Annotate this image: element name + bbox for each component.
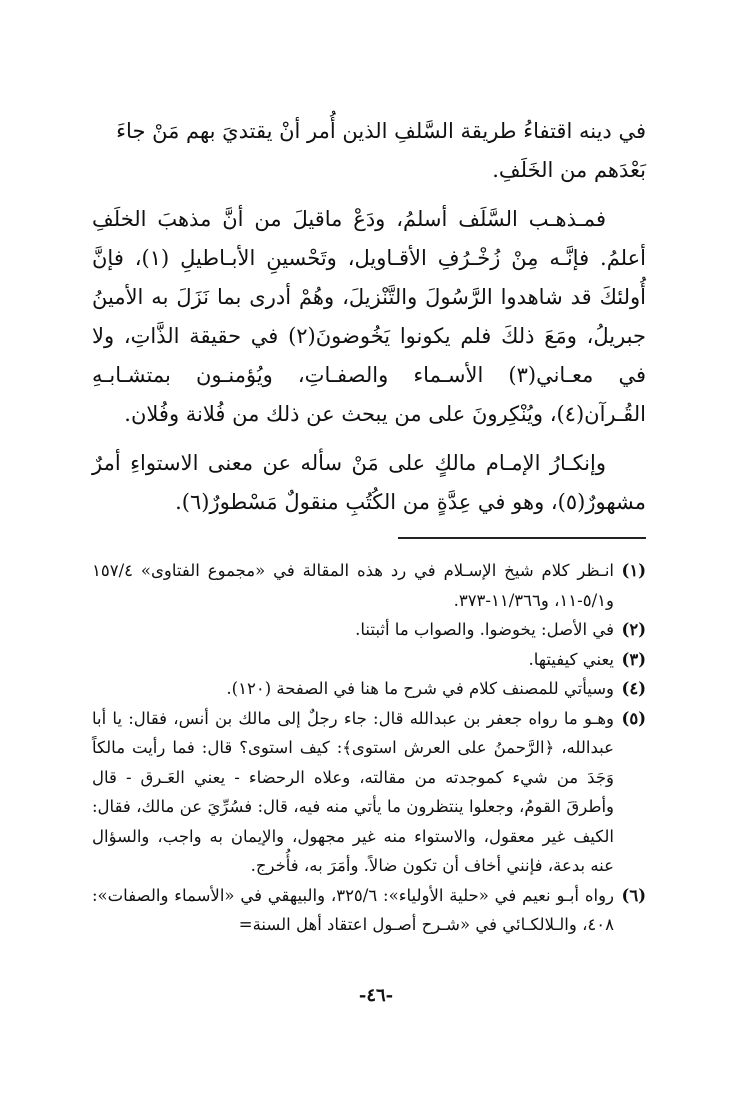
footnote-text: يعني كيفيتها. [528, 649, 614, 669]
footnote-number: (٣) [621, 649, 646, 669]
paragraph-2: فمـذهـب السَّلَف أسلمُ، ودَعْ ماقيلَ من أنَّ مذهبَ الخلَفِ أعلمُ. فإنَّـه مِنْ زُخْـرُفِ الأقـاويل، وتَحْسينِ الأبـاطيلِ (١)، فإنَّ أُولئكَ قد شاهدوا الرَّسُولَ والتَّنْزيلَ، وهُمْ أدرى بما نَزَلَ به الأمينُ جبريلُ، ومَعَ ذلكَ فلم يكونوا يَخُوضونَ(٢) في حقيقة الذَّاتِ، ولا في معـاني(٣) الأسـماء والصفـاتِ، ويُؤمنـون بمتشـابـهِ القُـرآن(٤)، ويُنْكِرونَ على من يبحث عن ذلك من فُلانة وفُلان. [92, 207, 647, 426]
page-number: -٤٦- [358, 985, 394, 1006]
main-text [92, 112, 646, 522]
footnote-2 [92, 615, 646, 645]
footnote-text: رواه أبـو نعيم في «حلية الأولياء»: ٣٢٥/٦، والبيهقي في «الأسماء والصفات»: ٤٠٨، والـلالكـائي في «شـرح أصـول اعتقاد أهل السنة= [92, 885, 614, 934]
footnote-3 [92, 645, 646, 675]
footnote-6 [92, 881, 646, 940]
footnote-number: (٥) [621, 708, 646, 728]
footnote-number: (٦) [621, 885, 646, 905]
footnote-5 [92, 704, 646, 881]
footnote-text: في الأصل: يخوضوا. والصواب ما أثبتنا. [355, 620, 614, 639]
footnote-text: وهـو ما رواه جعفر بن عبدالله قال: جاء رجلٌ إلى مالك بن أنس، فقال: يا أبا عبدالله، ﴿الرَّحمنُ على العرش استوى﴾: كيف استوى؟ قال: فما رأيت مالكاً وَجَدَ من شيء كموجدته من مقالته، وعلاه الرحضاء - يعني العَـرق - قال وأطرقَ القومُ، وجعلوا ينتظرون ما يأتي منه فيه، قال: فسُرِّيَ عن مالك، فقال: الكيف غير معقول، والاستواء منه غير مجهول، والإيمان به واجب، والسؤال عنه بدعة، فإنني أخاف أن تكون ضالاً. وأمَرَ به، فأُخرج. [92, 708, 614, 875]
footnote-separator [398, 537, 646, 539]
footnote-4 [92, 674, 646, 704]
paragraph-3: وإنكـارُ الإمـام مالكٍ على مَنْ سأله عن معنى الاستواءِ أمرٌ مشهورٌ(٥)، وهو في عِدَّةٍ من الكُتُبِ منقولٌ مَسْطورٌ(٦). [92, 451, 646, 514]
footnotes [92, 556, 646, 940]
footnote-number: (١) [621, 561, 646, 580]
footnote-1 [92, 556, 646, 615]
footnote-number: (٢) [621, 620, 646, 639]
footnote-text: انـظر كلام شيخ الإسـلام في رد هذه المقالة في «مجموع الفتاوى» ١٥٧/٤ و٥/١-١١، و١١/٣٦٦-٣٧٣. [92, 561, 614, 610]
paragraph-1: في دينه اقتفاءُ طريقة السَّلفِ الذين أُمر أنْ يقتديَ بهم مَنْ جاءَ بَعْدَهم من الخَلَفِ. [116, 119, 646, 182]
footnote-text: وسيأتي للمصنف كلام في شرح ما هنا في الصفحة (١٢٠). [226, 679, 614, 698]
footnote-number: (٤) [621, 679, 646, 698]
